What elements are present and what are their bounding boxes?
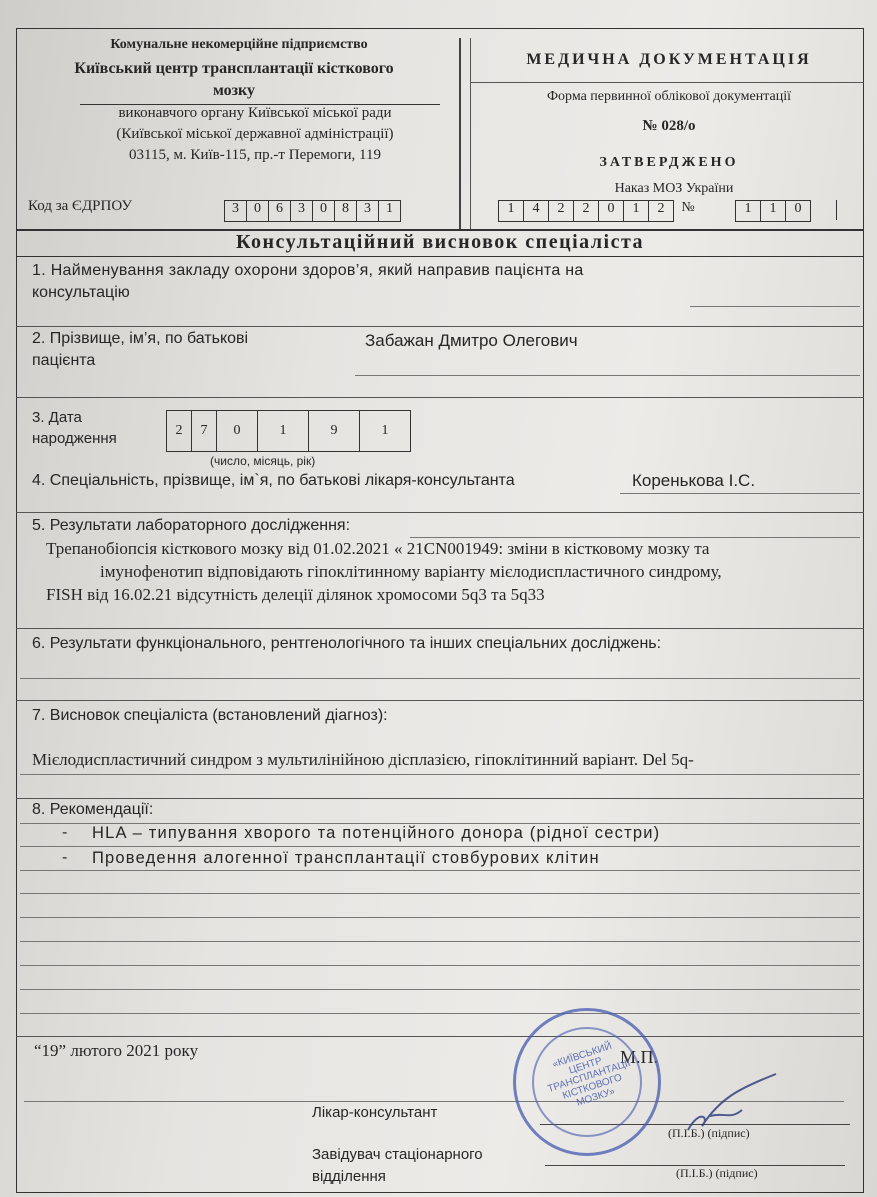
bullet: -: [62, 824, 68, 841]
order-number: [735, 200, 811, 222]
edrpou-digit: 8: [335, 201, 357, 221]
edrpou-digit: 3: [357, 201, 379, 221]
pib-sign-2: (П.І.Б.) (підпис): [676, 1166, 758, 1180]
signature: [680, 1068, 790, 1138]
consultant-label: Лікар-консультант: [312, 1104, 438, 1121]
s8-border: [16, 1036, 864, 1037]
s7-border: [16, 798, 864, 799]
s8-label: 8. Рекомендації:: [32, 801, 154, 818]
form-label: Форма первинної облікової документації: [546, 89, 792, 104]
s6-fill-line-1: [20, 678, 860, 679]
s2-fill-line: [355, 375, 860, 376]
edrpou-digit: 3: [225, 201, 247, 221]
s1-fill-line: [690, 306, 860, 307]
birthdate-digit: 0: [217, 411, 258, 451]
lab-result-line-1: Трепанобіопсія кісткового мозку від 01.02.2021 « 21CN001949: зміни в кістковому мозку та: [46, 539, 710, 558]
s8-line-d: [20, 893, 860, 894]
s2-label-b: пацієнта: [32, 352, 96, 369]
org-line-2: Київський центр трансплантації кісткового: [74, 60, 394, 77]
seal-text: «КИЇВСЬКИЙ ЦЕНТР ТРАНСПЛАНТАЦІЇ КІСТКОВОГО МОЗКУ»: [546, 1040, 632, 1109]
order-number-digit: 0: [794, 201, 802, 216]
s1-label-b: консультацію: [32, 284, 130, 301]
org-line-3: мозку: [212, 82, 256, 99]
order-digit: 2: [657, 201, 665, 216]
s1-border: [16, 326, 864, 327]
s4-fill-line: [620, 493, 860, 494]
doc-title: Консультаційний висновок спеціаліста: [235, 231, 645, 253]
address: 03115, м. Київ-115, пр.-т Перемоги, 119: [129, 147, 381, 163]
header-divider: [459, 38, 461, 229]
birthdate-digit: 1: [258, 411, 309, 451]
s8-line-c: [20, 870, 860, 871]
s6-label: 6. Результати функціонального, рентгенологічного та інших спеціальних досліджень:: [32, 635, 662, 652]
form-number: № 028/о: [642, 118, 696, 134]
birthdate-digit: 1: [381, 423, 389, 438]
head-label-b: відділення: [312, 1168, 386, 1185]
s8-line-b: [20, 846, 860, 847]
birthdate-digit: 7: [192, 411, 217, 451]
s8-line-i: [20, 1013, 860, 1014]
bullet: -: [62, 849, 68, 866]
sub-line-1: виконавчого органу Київської міської ради: [118, 105, 392, 121]
s8-line-h: [20, 989, 860, 990]
birthdate-hint: (число, місяць, рік): [210, 454, 316, 468]
s2-label-a: 2. Прізвище, ім’я, по батькові: [32, 330, 249, 347]
edrpou-digit: 6: [269, 201, 291, 221]
title-bottom-border: [16, 256, 864, 257]
birthdate-digit: 2: [167, 411, 192, 451]
order-label: Наказ МОЗ України: [614, 181, 734, 196]
s2-border: [16, 397, 864, 398]
number-sign: №: [681, 200, 695, 215]
s6-border: [16, 700, 864, 701]
consultant-name: Коренькова І.С.: [632, 471, 756, 490]
lab-result-line-3: FISH від 16.02.21 відсутність делеції ділянок хромосоми 5q3 та 5q33: [46, 585, 545, 604]
seal-place: М.П.: [620, 1047, 659, 1067]
round-seal: [513, 1008, 661, 1156]
order-number-digit: 1: [736, 201, 761, 221]
s4-border: [16, 512, 864, 513]
recommendation-1: HLA – типування хворого та потенційного донора (рідної сестри): [92, 824, 661, 842]
edrpou-digit: 3: [291, 201, 313, 221]
birthdate-digit: 9: [309, 411, 360, 451]
approved-label: ЗАТВЕРДЖЕНО: [599, 155, 739, 170]
edrpou-label: Код за ЄДРПОУ: [28, 198, 132, 214]
edrpou-digit: 0: [247, 201, 269, 221]
signing-date: “19” лютого 2021 року: [34, 1041, 199, 1060]
s5-border: [16, 628, 864, 629]
order-digit: 2: [549, 201, 574, 221]
s5-label: 5. Результати лабораторного дослідження:: [32, 517, 351, 534]
s8-line-e: [20, 917, 860, 918]
order-number-digit: 1: [761, 201, 786, 221]
sub-line-2: (Київської міської державної адміністрації): [116, 126, 394, 142]
order-box-end: [836, 200, 849, 220]
order-digit: 2: [574, 201, 599, 221]
org-line-1: Комунальне некомерційне підприємство: [110, 37, 368, 52]
recommendation-2: Проведення алогенної трансплантації стовбурових клітин: [92, 849, 600, 867]
s7-fill-line: [20, 774, 860, 775]
s5-fill-line: [410, 537, 860, 538]
edrpou-digit: 0: [313, 201, 335, 221]
order-date: [498, 200, 674, 222]
s3-label-a: 3. Дата: [32, 409, 82, 426]
s3-label-b: народження: [32, 430, 117, 447]
order-digit: 1: [624, 201, 649, 221]
s1-label-a: 1. Найменування закладу охорони здоров’я, який направив пацієнта на: [32, 262, 584, 279]
s4-label: 4. Спеціальність, прізвище, ім`я, по батькові лікаря-консультанта: [32, 472, 515, 489]
order-digit: 1: [499, 201, 524, 221]
order-digit: 4: [524, 201, 549, 221]
s8-line-f: [20, 941, 860, 942]
head-label-a: Завідувач стаціонарного: [312, 1146, 483, 1163]
medical-doc-title: МЕДИЧНА ДОКУМЕНТАЦІЯ: [526, 51, 812, 68]
edrpou-code: [224, 200, 401, 222]
birthdate-boxes: [166, 410, 411, 452]
order-digit: 0: [599, 201, 624, 221]
patient-name: Забажан Дмитро Олегович: [365, 331, 578, 350]
lab-result-line-2: імунофенотип відповідають гіпоклітинному варіанту мієлодиспластичного синдрому,: [100, 562, 722, 581]
edrpou-digit: 1: [386, 201, 393, 216]
s7-label: 7. Висновок спеціаліста (встановлений діагноз):: [32, 707, 388, 724]
diagnosis: Мієлодиспластичний синдром з мультилінійною дісплазією, гіпоклітинний варіант. Del 5q-: [32, 750, 694, 769]
s8-line-g: [20, 965, 860, 966]
pib-sign-1: (П.І.Б.) (підпис): [668, 1126, 750, 1140]
